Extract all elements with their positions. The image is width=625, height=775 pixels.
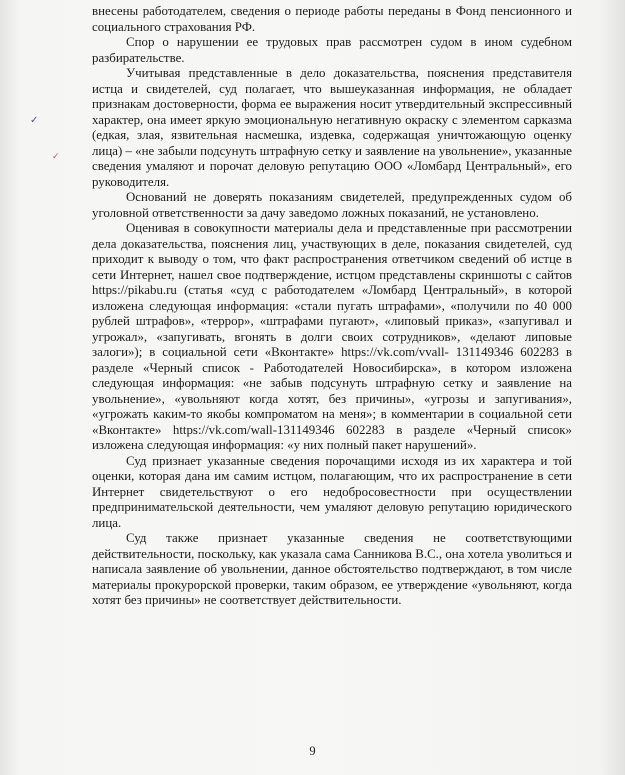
paragraph: внесены работодателем, сведения о периоде работы переданы в Фонд пенсионного и социального страхования РФ. [92, 4, 572, 34]
page-number: 9 [309, 744, 316, 758]
paragraph: Спор о нарушении ее трудовых прав рассмотрен судом в ином судебном разбирательстве. [92, 35, 572, 65]
ink-mark: ✓ [52, 151, 60, 161]
ink-mark: ✓ [30, 115, 39, 126]
paragraph: Оснований не доверять показаниям свидетелей, предупрежденных судом об уголовной ответственности за дачу заведомо ложных показаний, не установлено. [92, 190, 572, 220]
paragraph: Суд также признает указанные сведения не соответствующими действительности, поскольку, как указала сама Санникова В.С., она хотела уволиться и написала заявление об увольнении, данное обстоятельство подтверждают, в том числе материалы прокурорской проверки, таким образом, ее утверждение «увольняют, когда хотят без причины» не соответствует действительности. [92, 531, 572, 607]
paragraph: Суд признает указанные сведения порочащими исходя из их характера и той оценки, которая дана им самим истцом, полагающим, что их распространение в сети Интернет свидетельствуют о его недобросовестности при осуществлении предпринимательской деятельности, чем умаляют деловую репутацию юридического лица. [92, 453, 572, 530]
document-body [92, 4, 572, 609]
paragraph: Учитывая представленные в дело доказательства, пояснения представителя истца и свидетелей, суд полагает, что вышеуказанная информация, не обладает признакам достоверности, форма ее выражения носит утвердительный экспрессивный характер, она имеет яркую эмоциональную негативную окраску с элементом сарказма (едкая, злая, язвительная насмешка, издевка, содержащая уничтожающую оценку лица) – «не забыли подсунуть штрафную сетку и заявление на увольнение», указанные сведения умаляют и порочат деловую репутацию ООО «Ломбард Центральный», его руководителя. [92, 66, 572, 189]
paragraph: Оценивая в совокупности материалы дела и представленные при рассмотрении дела доказательства, пояснения лиц, участвующих в деле, показания свидетелей, суд приходит к выводу о том, что факт распространения ответчиком сведений об истце в сети Интернет, нашел свое подтверждение, истцом представлены скриншоты с сайтов https://pikabu.ru (статья «суд с работодателем «Ломбард Центральный», в которой изложена следующая информация: «стали пугать штрафами», «получили по 40 000 рублей штрафов», «террор», «штрафами пугают», «липовый приказ», «запугивал и угрожал», «запугивать, вгонять в долги своих сотрудников», «делают липовые залоги»); в социальной сети «Вконтакте» https://vk.com/vvall- 131149346 602283 в разделе «Черный список - Работодателей Новосибирска», в котором изложена следующая информация: «не забыв подсунуть штрафную сетку и заявление на увольнение», «увольняют когда хотят, без причины», «угрозы и запугивания», «угрожать каким-то якобы компроматом на меня»; в комментарии в социальной сети «Вконтакте» https://vk.com/wall-131149346 602283 в разделе «Черный список» изложена следующая информация: «у них полный пакет нарушений». [92, 221, 572, 452]
